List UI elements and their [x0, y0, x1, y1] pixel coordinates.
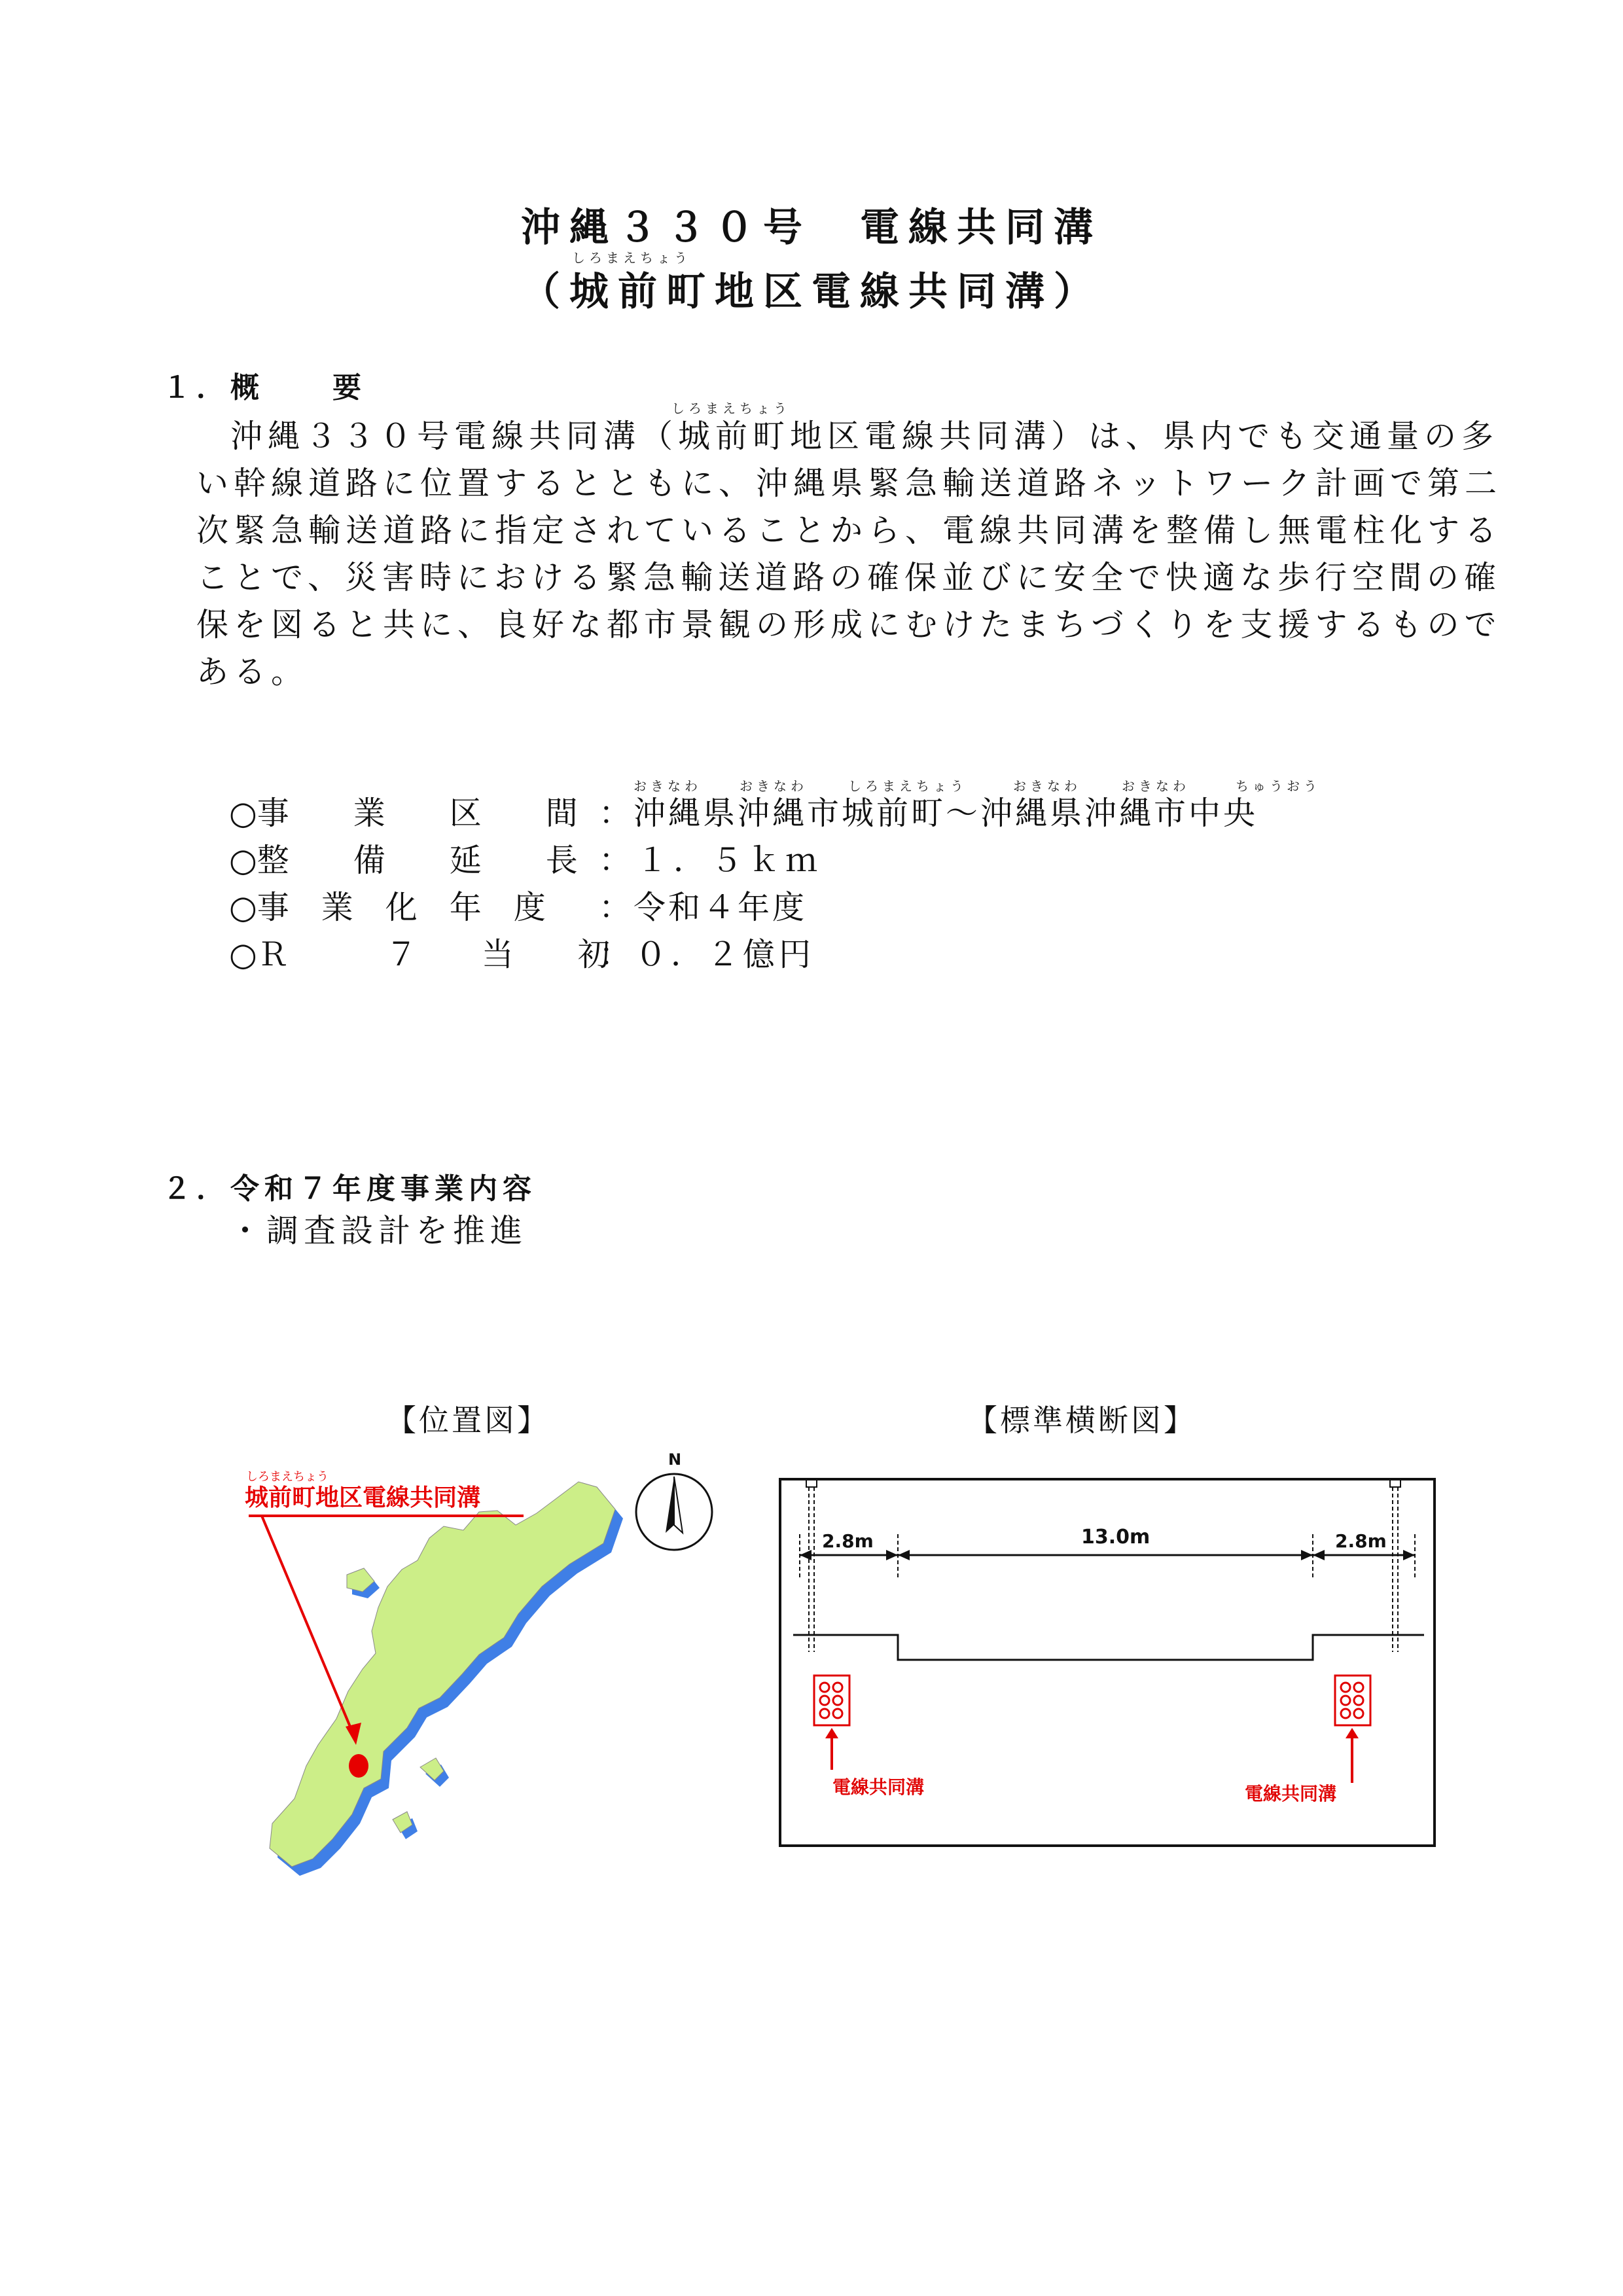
location-marker: [349, 1754, 368, 1778]
spec-label: ○Ｒ ７ 当 初: [229, 936, 610, 973]
duct-label-right: 電線共同溝: [1245, 1783, 1337, 1804]
title-ruby: しろまえちょう: [572, 250, 691, 266]
spec-ruby: しろまえちょう: [848, 778, 967, 794]
spec-row: [229, 929, 815, 975]
spec-value: ：１．５ｋｍ: [599, 842, 823, 879]
section1-heading: １．概 要: [162, 371, 366, 404]
spec-row: [229, 788, 1258, 834]
location-ruby: しろまえちょう: [246, 1470, 329, 1484]
dim-right: 2.8m: [1335, 1530, 1387, 1552]
section1-ruby: しろまえちょう: [671, 401, 791, 416]
overview-line: い幹線道路に位置するとともに、沖縄県緊急輸送道路ネットワーク計画で第二: [196, 465, 1503, 502]
overview-line: ある。: [196, 653, 309, 691]
location-label: 城前町地区電線共同溝: [245, 1484, 481, 1511]
overview-line: 次緊急輸送道路に指定されていることから、電線共同溝を整備し無電柱化する: [196, 512, 1503, 549]
north-label: N: [668, 1450, 682, 1469]
spec-ruby: おきなわ: [1013, 778, 1081, 794]
duct-label-left: 電線共同溝: [832, 1776, 925, 1798]
page-title-line2: （城前町地区電線共同溝）: [521, 269, 1102, 315]
spec-ruby: おきなわ: [740, 778, 808, 794]
spec-label: ○事 業 区 間: [229, 795, 578, 832]
cross-section-caption: 【標準横断図】: [967, 1403, 1196, 1438]
spec-ruby: おきなわ: [633, 778, 702, 794]
location-map-caption: 【位置図】: [386, 1403, 550, 1438]
spec-ruby: ちゅうおう: [1236, 778, 1321, 794]
spec-value: ：沖縄県沖縄市城前町～沖縄県沖縄市中央: [599, 795, 1258, 832]
section2-item: ・調査設計を推進: [229, 1212, 528, 1249]
spec-row: [229, 835, 823, 881]
cross-section-diagram: [776, 1475, 1444, 1855]
section2-heading: ２．令和７年度事業内容: [162, 1172, 537, 1206]
spec-value: ：０．２億円: [599, 936, 815, 973]
overview-line: ことで、災害時における緊急輸送道路の確保並びに安全で快適な歩行空間の確: [196, 559, 1502, 596]
spec-label: ○事 業 化 年 度: [229, 889, 546, 926]
spec-row: [229, 882, 807, 928]
dim-left: 2.8m: [822, 1530, 874, 1552]
north-arrow: [625, 1449, 723, 1554]
spec-value: ：令和４年度: [599, 889, 808, 926]
overview-line: 沖縄３３０号電線共同溝（城前町地区電線共同溝）は、県内でも交通量の多: [230, 418, 1499, 455]
overview-line: 保を図ると共に、良好な都市景観の形成にむけたまちづくりを支援するもので: [196, 606, 1502, 643]
okinawa-island: [270, 1482, 615, 1867]
dim-center: 13.0m: [1081, 1526, 1150, 1549]
spec-ruby: おきなわ: [1122, 778, 1190, 794]
spec-label: ○整 備 延 長: [229, 842, 578, 879]
page-title-line1: 沖縄３３０号 電線共同溝: [521, 205, 1102, 251]
